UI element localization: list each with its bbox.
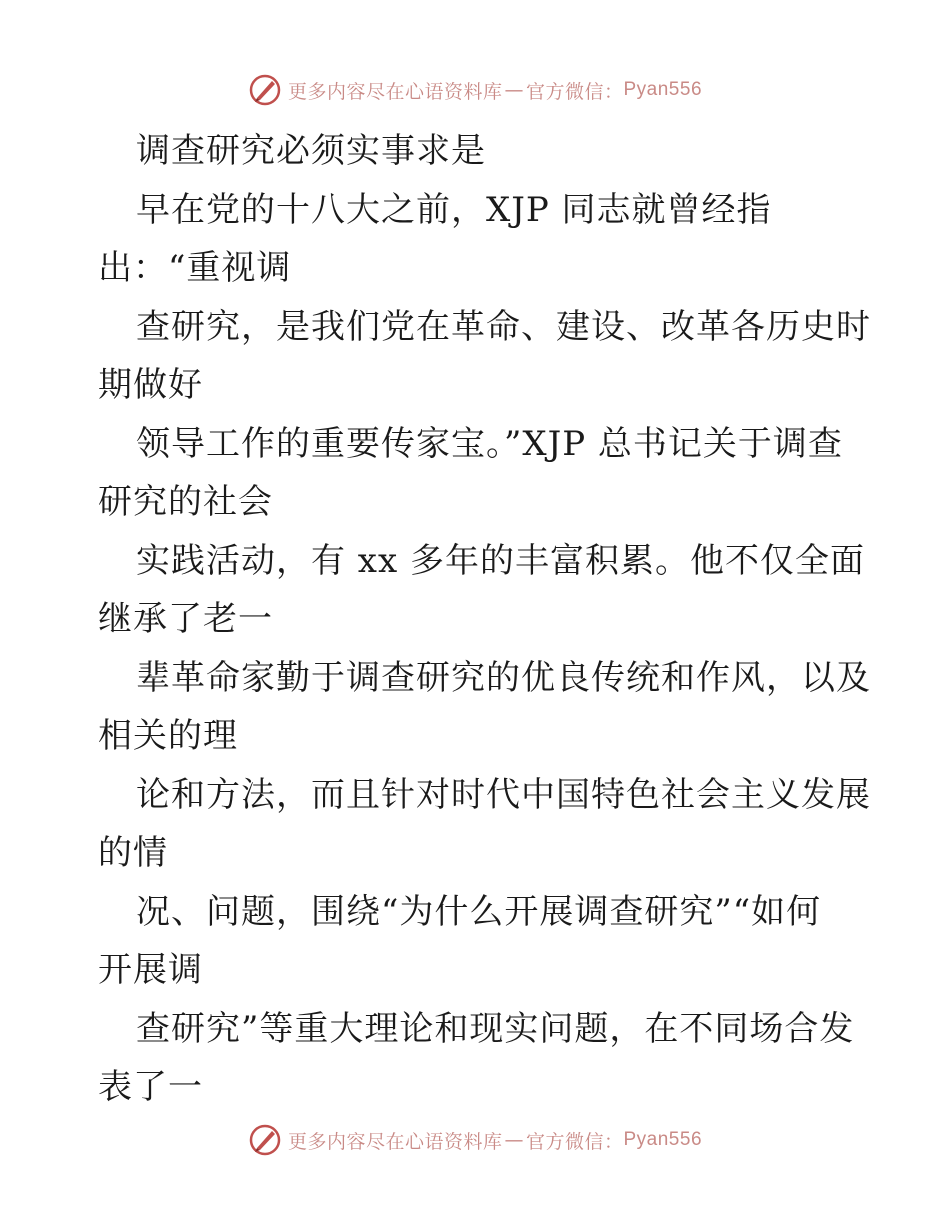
watermark-brand: 更多内容尽在心语资料库 [287,1130,503,1153]
header-watermark [0,70,950,110]
text-line: 调查研究必须实事求是 [136,131,486,171]
watermark-contact-label: 官方微信： [525,1130,624,1153]
watermark-dash: — [504,79,524,101]
footer-watermark [0,1120,950,1160]
text-line: 况、问题，围绕“为什么开展调查研究”“如何 [136,891,822,932]
text-line: 论和方法，而且针对时代中国特色社会主义发展 [136,774,871,815]
watermark-dash: — [504,1129,524,1151]
text-line: 出：“重视调 [98,248,292,288]
text-line: 的情 [98,833,168,873]
quill-pen-logo-icon [248,1123,282,1157]
text-line: 研究的社会 [98,482,273,522]
document-body [98,122,871,1117]
text-line: 表了一 [98,1067,203,1107]
text-line: 早在党的十八大之前，XJP 同志就曾经指 [136,189,772,230]
text-line: 期做好 [98,365,203,405]
text-line: 查研究”等重大理论和现实问题，在不同场合发 [136,1008,855,1049]
watermark-contact-id: Pyan556 [623,79,703,100]
text-line: 开展调 [98,950,203,990]
text-line: 实践活动，有 xx 多年的丰富积累。他不仅全面 [136,540,865,581]
watermark-contact-label: 官方微信： [525,80,624,103]
quill-pen-logo-icon [248,73,282,107]
text-line: 相关的理 [98,716,238,756]
text-line: 查研究，是我们党在革命、建设、改革各历史时 [136,306,871,347]
text-line: 辈革命家勤于调查研究的优良传统和作风，以及 [136,657,871,698]
text-line: 领导工作的重要传家宝。”XJP 总书记关于调查 [136,423,843,464]
text-line: 继承了老一 [98,599,273,639]
watermark-contact-id: Pyan556 [623,1129,703,1150]
watermark-brand: 更多内容尽在心语资料库 [287,80,503,103]
